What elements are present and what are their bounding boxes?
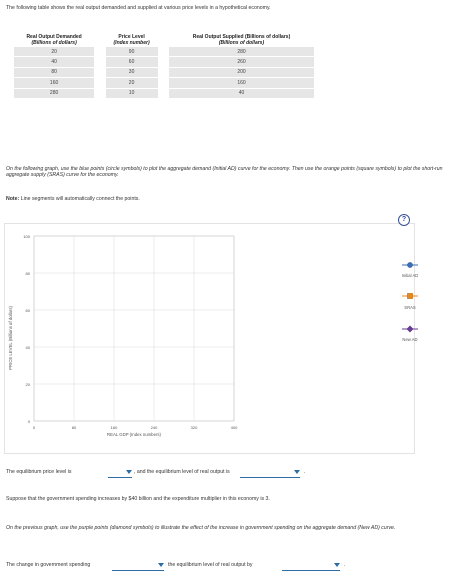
cell-supplied: 200 <box>169 67 314 77</box>
cell-price: 20 <box>106 78 158 88</box>
chevron-down-icon <box>126 470 132 474</box>
y-tick-label: 100 <box>23 234 30 239</box>
legend-sras[interactable] <box>402 293 418 298</box>
x-axis-label: REAL GDP (Index numbers) <box>107 432 161 437</box>
question-change <box>6 562 446 572</box>
y-axis-label: PRICE LEVEL (Billions of dollars) <box>8 306 13 370</box>
table-row <box>14 88 314 98</box>
table-row <box>14 57 314 67</box>
q4-text-2: the equilibrium level of real output by <box>168 562 253 568</box>
cell-supplied: 40 <box>169 88 314 98</box>
q4-end: . <box>344 562 346 568</box>
y-tick-label: 20 <box>25 382 30 387</box>
circle-icon <box>407 262 412 267</box>
col-header-output-supplied: Real Output Supplied (Billions of dollars) (Billions of dollars) <box>192 34 291 46</box>
x-tick-label: 0 <box>32 425 36 430</box>
note-label: Note: <box>6 196 20 202</box>
cell-demanded: 20 <box>14 47 94 57</box>
cell-price: 60 <box>106 57 158 67</box>
legend <box>396 259 446 359</box>
diamond-icon <box>407 326 413 332</box>
cell-demanded: 80 <box>14 67 94 77</box>
x-tick-label: 160 <box>110 425 118 430</box>
chevron-down-icon <box>158 563 164 567</box>
cell-supplied: 160 <box>169 78 314 88</box>
legend-label-initial-ad: Initial AD <box>401 273 419 278</box>
q1-text-1: The equilibrium price level is <box>6 469 72 475</box>
equilibrium-output-dropdown[interactable] <box>240 469 300 478</box>
legend-initial-ad[interactable] <box>402 262 418 267</box>
chevron-down-icon <box>334 563 340 567</box>
y-tick-label: 0 <box>27 419 30 424</box>
square-icon <box>407 293 412 298</box>
q1-text-2: , and the equilibrium level of real output is <box>134 469 230 475</box>
cell-supplied: 260 <box>169 57 314 67</box>
x-tick-label: 400 <box>230 425 238 430</box>
note-text: Line segments will automatically connect the points. <box>20 196 140 202</box>
cell-supplied: 280 <box>169 47 314 57</box>
col-header-price-level: Price Level (Index number) <box>113 34 150 46</box>
cell-demanded: 40 <box>14 57 94 67</box>
table-row <box>14 47 314 57</box>
cell-price: 90 <box>106 47 158 57</box>
change-direction-dropdown[interactable] <box>112 562 164 571</box>
x-tick-label: 80 <box>71 425 77 430</box>
q1-end: . <box>304 469 306 475</box>
graph-area[interactable] <box>4 226 244 451</box>
table-row <box>14 67 314 77</box>
legend-new-ad[interactable] <box>402 326 418 332</box>
q4-text-1: The change in government spending <box>6 562 91 568</box>
question-equilibrium <box>6 469 446 479</box>
cell-demanded: 280 <box>14 88 94 98</box>
data-table <box>14 34 314 98</box>
col-header-output-demanded: Real Output Demanded (Billions of dollars) <box>26 34 82 46</box>
legend-label-new-ad: New AD <box>402 337 418 342</box>
cell-demanded: 160 <box>14 78 94 88</box>
cell-price: 10 <box>106 88 158 98</box>
table-row <box>14 78 314 88</box>
intro-text: The following table shows the real output demanded and supplied at various price levels in a hypothetical economy. <box>6 5 271 11</box>
y-tick-label: 40 <box>25 345 30 350</box>
help-button[interactable]: ? <box>398 214 410 226</box>
legend-label-sras: SRAS <box>404 305 416 310</box>
plot-border <box>34 236 234 421</box>
y-tick-label: 80 <box>25 271 30 276</box>
new-ad-instruction: On the previous graph, use the purple points (diamond symbols) to illustrate the effect of the increase in government spending on the aggregate demand (New AD) curve. <box>6 525 396 531</box>
y-tick-label: 60 <box>25 308 30 313</box>
x-tick-label: 320 <box>190 425 198 430</box>
change-amount-dropdown[interactable] <box>282 562 340 571</box>
cell-price: 30 <box>106 67 158 77</box>
note <box>6 196 406 202</box>
chevron-down-icon <box>294 470 300 474</box>
instruction-text: On the following graph, use the blue points (circle symbols) to plot the aggregate demand (Initial AD) curve for the economy. Then use the orange points (square symbols) to plot the short-run aggregate supply (SRAS) curve for the economy. <box>6 166 443 179</box>
government-spending-text: Suppose that the government spending increases by $40 billion and the expenditure multiplier in this economy is 3. <box>6 496 270 502</box>
x-tick-label: 240 <box>150 425 158 430</box>
grid <box>34 236 234 421</box>
equilibrium-price-dropdown[interactable] <box>108 469 132 478</box>
